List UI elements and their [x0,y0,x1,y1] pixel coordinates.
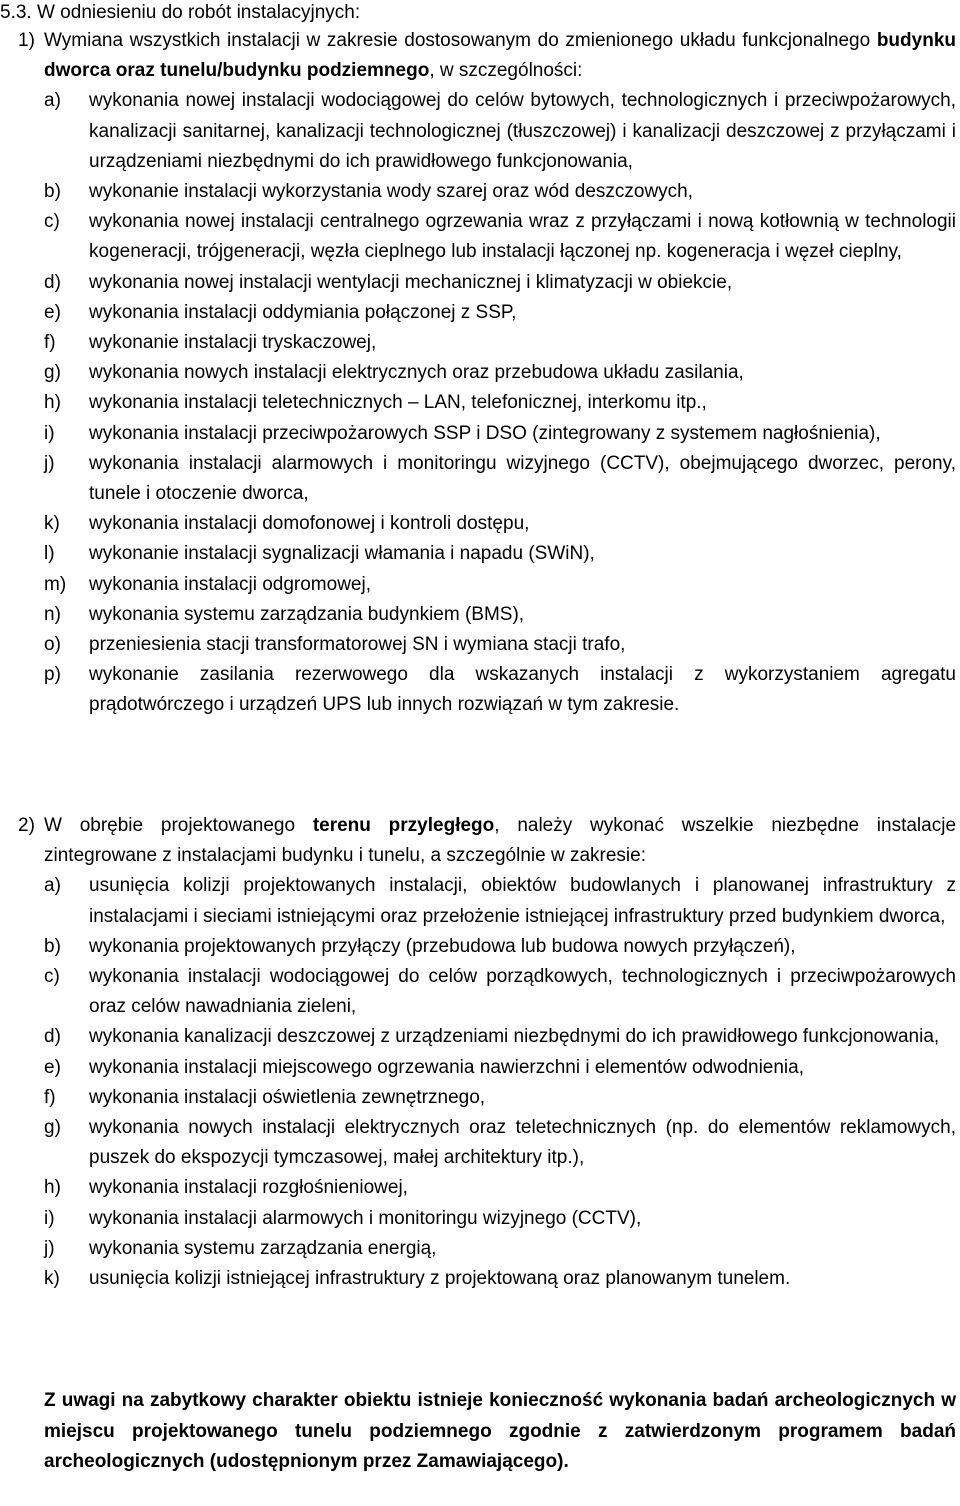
list-item-text: wykonania instalacji oświetlenia zewnętrznego, [89,1086,486,1108]
list-item-text: wykonanie instalacji sygnalizacji włamania i napadu (SWiN), [89,543,595,565]
list-item-text: wykonania nowej instalacji wentylacji mechanicznej i klimatyzacji w obiekcie, [89,271,733,293]
section-2-intro-bold: terenu przyległego [312,815,495,836]
list-item-text: wykonania projektowanych przyłączy (przebudowa lub budowa nowych przyłączeń), [89,935,796,957]
list-item [44,539,956,569]
list-item-text: wykonania instalacji przeciwpożarowych SSP i DSO (zintegrowany z systemem nagłośnienia), [89,422,881,444]
list-item-text: wykonania instalacji domofonowej i kontroli dostępu, [89,513,530,535]
list-item-letter: b) [44,181,61,203]
section-1 [0,26,956,721]
list-item [44,509,956,539]
list-item-letter: j) [44,452,55,474]
list-item-text: wykonanie instalacji wykorzystania wody szarej oraz wód deszczowych, [89,181,694,203]
section-2-intro-para [0,811,956,871]
list-item-text: wykonania instalacji wodociągowej do celów porządkowych, technologicznych i przeciwpożarowych oraz celów nawadniania zieleni, [89,966,956,1018]
list-item-letter: h) [44,392,61,414]
archaeology-note: Z uwagi na zabytkowy charakter obiektu istnieje konieczność wykonania badań archeologicznych w miejscu projektowanego tunelu podziemnego zgodnie z zatwierdzonym programem badań archeologicznych (udostępnionym przez Zamawiającego). [44,1390,956,1473]
list-item-text: wykonania instalacji rozgłośnieniowej, [89,1177,408,1199]
section-2-intro-a: W obrębie projektowanego [44,815,313,836]
list-item-letter: g) [44,1117,61,1139]
list-item-letter: i) [44,1207,55,1229]
list-item-text: wykonania instalacji miejscowego ogrzewania nawierzchni i elementów odwodnienia, [89,1056,804,1078]
list-item-letter: d) [44,271,61,293]
list-item-text: wykonania nowej instalacji wodociągowej do celów bytowych, technologicznych i przeciwpożarowych, kanalizacji sanitarnej, kanalizacji technologicznej (tłuszczowej) i kanalizacji deszczowej z przyłączami i urządzeniami niezbędnymi do ich prawidłowego funkcjonowania, [89,90,956,172]
list-item [44,419,956,449]
section-2-intro-text [44,811,956,871]
section-2-intro [0,811,956,871]
list-item-text: wykonania systemu zarządzania budynkiem (BMS), [89,603,525,625]
list-item-text: wykonania nowych instalacji elektrycznych oraz teletechnicznych (np. do elementów reklamowych, puszek do ekspozycji tymczasowej, małej architektury itp.), [89,1117,956,1169]
list-item-letter: c) [44,211,60,233]
list-item-text: wykonania instalacji teletechnicznych – LAN, telefonicznej, interkomu itp., [89,392,707,414]
list-item-letter: j) [44,1237,55,1259]
list-item [44,600,956,630]
list-item [44,630,956,660]
list-item [44,268,956,298]
list-item [44,1022,956,1052]
list-item-letter: a) [44,875,61,897]
list-item [44,1113,956,1173]
list-item [44,570,956,600]
list-item [44,328,956,358]
list-item-letter: k) [44,1268,60,1290]
list-item-letter: e) [44,301,61,323]
section-1-intro-text [44,26,956,86]
section-2-intro-b: , należy wykonać wszelkie niezbędne instalacje zintegrowane z instalacjami budynku i tunelu, a szczególnie w zakresie: [44,815,957,867]
list-item [44,932,956,962]
list-item [44,388,956,418]
list-item-letter: e) [44,1056,61,1078]
section-1-intro-bold: budynku dworca oraz tunelu/budynku podziemnego [44,30,956,82]
list-item [44,1204,956,1234]
list-item [44,177,956,207]
list-item-text: wykonania instalacji odgromowej, [89,573,371,595]
list-item-letter: h) [44,1177,61,1199]
list-item-letter: n) [44,603,61,625]
section-1-intro [0,26,956,86]
section-1-intro-a: Wymiana wszystkich instalacji w zakresie dostosowanym do zmienionego układu funkcjonalnego [44,30,877,51]
list-item-letter: g) [44,362,61,384]
list-item-text: przeniesienia stacji transformatorowej SN i wymiana stacji trafo, [89,634,626,656]
list-item-text: wykonania instalacji alarmowych i monitoringu wizyjnego (CCTV), [89,1207,642,1229]
list-item-letter: f) [44,1086,56,1108]
list-item-text: wykonania systemu zarządzania energią, [89,1237,437,1259]
list-item-text: wykonanie zasilania rezerwowego dla wskazanych instalacji z wykorzystaniem agregatu prądotwórczego i urządzeń UPS lub innych rozwiązań w tym zakresie. [89,664,956,716]
list-item [44,660,956,720]
list-item [44,1083,956,1113]
list-item [44,1173,956,1203]
list-item [44,1053,956,1083]
list-item-text: wykonania instalacji oddymiania połączonej z SSP, [89,301,517,323]
list-item-letter: a) [44,90,61,112]
list-item-text: usunięcia kolizji istniejącej infrastruktury z projektowaną oraz planowanym tunelem. [89,1268,791,1290]
list-item-text: wykonanie instalacji tryskaczowej, [89,332,377,354]
list-item-letter: b) [44,935,61,957]
list-item [44,207,956,267]
list-item-letter: c) [44,966,60,988]
section-2-items [0,871,956,1294]
section-2-number: 2) [18,815,35,836]
list-item [44,871,956,931]
section-heading: 5.3. W odniesieniu do robót instalacyjnych: [0,2,361,23]
list-item-letter: l) [44,543,55,565]
list-item [44,962,956,1022]
section-1-intro-para [0,26,956,86]
list-item [44,358,956,388]
section-2 [0,811,956,1294]
list-item-letter: d) [44,1026,61,1048]
list-item [44,449,956,509]
list-item-letter: o) [44,634,61,656]
list-item-text: wykonania instalacji alarmowych i monitoringu wizyjnego (CCTV), obejmującego dworzec, perony, tunele i otoczenie dworca, [89,452,956,505]
section-1-items [0,86,956,720]
list-item-letter: m) [44,573,67,595]
list-item [44,1264,956,1294]
list-item [44,1234,956,1264]
list-item [44,298,956,328]
section-1-intro-b: , w szczególności: [429,60,583,82]
list-item-letter: i) [44,422,55,444]
list-item-letter: k) [44,513,60,535]
list-item-text: usunięcia kolizji projektowanych instalacji, obiektów budowlanych i planowanej infrastruktury z instalacjami i sieciami istniejącymi oraz przełożenie istniejącej infrastruktury przed budynkiem dworca, [89,875,956,927]
list-item-text: wykonania kanalizacji deszczowej z urządzeniami niezbędnymi do ich prawidłowego funkcjonowania, [89,1026,940,1048]
list-item-letter: p) [44,664,61,686]
list-item-text: wykonania nowej instalacji centralnego ogrzewania wraz z przyłączami i nową kotłownią w technologii kogeneracji, trójgeneracji, węzła cieplnego lub instalacji łączonej np. kogeneracja i węzeł cieplny, [89,211,956,263]
list-item-text: wykonania nowych instalacji elektrycznych oraz przebudowa układu zasilania, [89,362,744,384]
list-item [44,86,956,177]
section-1-number: 1) [18,30,35,51]
list-item-letter: f) [44,332,56,354]
